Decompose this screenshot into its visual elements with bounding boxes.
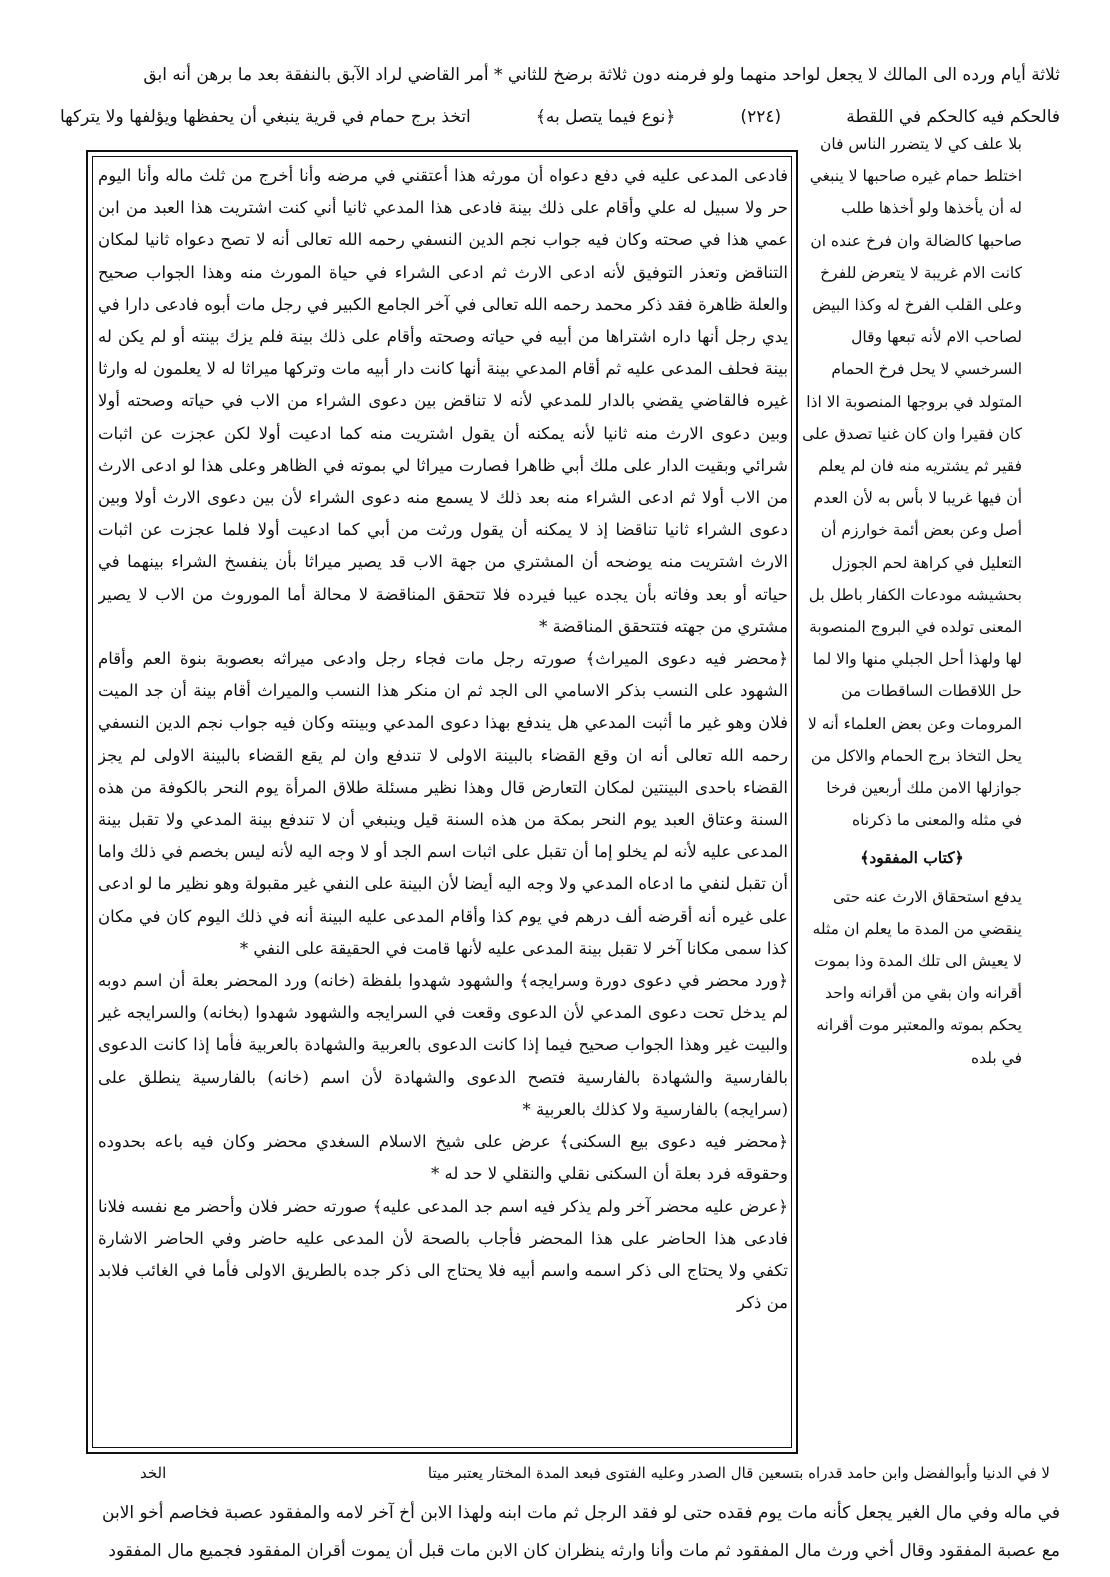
- footer-label-left: الخد: [140, 1464, 167, 1482]
- main-paragraph-5: ﴿عرض عليه محضر آخر ولم يذكر فيه اسم جد المدعى عليه﴾ صورته حضر فلان وأحضر مع نفسه فلانا فادعى هذا الحاضر على هذا المحضر فأجاب بالصحة لأن المدعى عليه حاضر وفي الحاضر الاشارة تكفي ولا يحتاج الى ذكر اسمه واسم أبيه فلا يحتاج الى ذكر جده بالطريق الاولى فأما في الغائب فلابد من ذكر: [98, 1196, 788, 1313]
- header-left-text: فالحكم فيه كالحكم في اللقطة: [846, 107, 1060, 127]
- header-line-1: ثلاثة أيام ورده الى المالك لا يجعل لواحد منهما ولو فرمنه دون ثلاثة برضخ للثاني * أمر القاضي لراد الآبق بالنفقة بعد ما برهن أنه ابق: [143, 65, 1060, 85]
- margin-book-heading: ﴿كتاب المفقود﴾: [860, 848, 964, 868]
- main-paragraph-2: ﴿محضر فيه دعوى الميراث﴾ صورته رجل مات فجاء رجل وادعى ميراثه بعصوبة بنوة العم وأقام الشهود على النسب بذكر الاسامي الى الجد ثم ان منكر هذا النسب والميراث أقام بينة أن جد الميت فلان وهو غير ما أثبت المدعي هل يندفع بهذا دعوى المدعي وبينته وكان فيه جواب نجم الدين النسفي رحمه الله تعالى أنه ان وقع القضاء بالبينة الاولى لا تندفع وان لم يقع القضاء بالبينة الاولى لم يجز القضاء باحدى البينتين لمكان التعارض قال وهذا نظير مسئلة طلاق المرأة يوم النحر بالكوفة من هذه السنة وعتاق العبد يوم النحر بمكة من هذه السنة قيل وينبغي أن لا تندفع بينة المدعي ولا تقبل بينة المدعى عليه لأنه لم يخلو إما أن تقبل على اثبات اسم الجد أو لا وجه اليه لأنه ليس بخصم في ذلك واما أن تقبل لنفي ما ادعاه المدعي ولا وجه اليه أيضا لأن البينة على النفي غير مقبولة وهو نظير ما لو ادعى على غيره أنه أقرضه ألف درهم في يوم كذا وأقام المدعى عليه البينة أنه في ذلك اليوم كان في مكان كذا سمى مكانا آخر لا تقبل بينة المدعى عليه لأنها قامت في الحقيقة على النفي *: [98, 649, 788, 958]
- footer-line-2: مع عصبة المفقود وقال أخي ورث مال المفقود ثم مات وأنا وارثه ينظران كان الابن مات قبل أن يموت أقران المفقود فجميع مال المفقود: [108, 1541, 1060, 1561]
- section-heading: ﴿نوع فيما يتصل به﴾: [535, 107, 676, 127]
- main-paragraph-4: ﴿محضر فيه دعوى بيع السكنى﴾ عرض على شيخ الاسلام السغدي محضر وكان فيه باعه بحدوده وحقوقه فرد بعلة أن السكنى نقلي والنقلي لا حد له *: [98, 1132, 788, 1184]
- header-right-text: اتخذ برج حمام في قرية ينبغي أن يحفظها ويؤلفها ولا يتركها: [60, 107, 471, 127]
- footer-line-1: في ماله وفي مال الغير يجعل كأنه مات يوم فقده حتى لو فقد الرجل ثم مات ابنه ولهذا الابن أخ آخر لامه والمفقود عصبة فخاصم أخو الابن: [102, 1503, 1060, 1523]
- page-number: (٢٢٤): [740, 107, 782, 127]
- main-paragraph-1: فادعى المدعى عليه في دفع دعواه أن مورثه هذا أعتقني في مرضه وأنا أخرج من ثلث ماله وأنا اليوم حر ولا سبيل له علي وأقام على ذلك بينة فادعى هذا المدعي ثانيا أني كنت اشتريت هذا العبد من ابن عمي هذا في صحته وكان فيه جواب نجم الدين النسفي رحمه الله تعالى أنه لا تصح دعواه ثانيا لمكان التناقض وتعذر التوفيق لأنه ادعى الارث ثم ادعى الشراء في حياة المورث منه وهذا الجواب صحيح والعلة ظاهرة فقد ذكر محمد رحمه الله تعالى في آخر الجامع الكبير في رجل مات أبوه فادعى دارا في يدي رجل أنها داره اشتراها من أبيه في حياته وصحته وأقام على ذلك بينة فلم يزك بينته أو لم يكن له بينة فحلف المدعى عليه ثم أقام المدعي بينة أنها كانت دار أبيه مات وتركها ميراثا له لا يعلمون له وارثا غيره فالقاضي يقضي بالدار للمدعي لأنه لا تناقض بين دعوى الشراء من الاب في حياته وصحته أولا وبين دعوى الارث منه ثانيا لأنه يمكنه أن يقول اشتريت منه كما ادعيت أولا لكن عجزت عن اثبات شرائي وبقيت الدار على ملك أبي ظاهرا فصارت ميراثا لي بموته في الظاهر وعلى هذا لو ادعى الارث من الاب أولا ثم ادعى الشراء منه بعد ذلك لا يسمع منه دعوى الشراء لأن بين دعوى الارث أولا وبين دعوى الشراء ثانيا تناقضا إذ لا يمكنه أن يقول ورثت من أبي كما ادعيت أولا فلما عجزت عن اثبات الارث اشتريت منه يوضحه أن المشتري من جهة الاب قد يصير ميراثا بأن ينفسخ الشراء بينهما في حياته أو بعد وفاته بأن يجده عيبا فيرده فلا تتحقق المناقضة لا محالة أما الموروث من الاب لا يصير مشتري من جهته فتتحقق المناقضة *: [98, 166, 788, 636]
- footer-label-right: لا في الدنيا وأبوالفضل وابن حامد قدراه بتسعين قال الصدر وعليه الفتوى فبعد المدة المختار يعتبر ميتا: [427, 1464, 1050, 1482]
- margin-commentary: [802, 128, 1022, 1458]
- margin-text-1: بلا علف كي لا يتضرر الناس فان اختلط حمام غيره صاحبها لا ينبغي له أن يأخذها ولو أخذها طلب صاحبها كالضالة وان فرخ عنده ان كانت الام غريبة لا يتعرض للفرخ وعلى القلب الفرخ له وكذا البيض لصاحب الام لأنه تبعها وقال السرخسي لا يحل فرخ الحمام المتولد في بروجها المنصوبة الا اذا كان فقيرا وان كان غنيا تصدق على فقير ثم يشتريه منه فان لم يعلم أن فيها غريبا لا بأس به لأن العدم أصل وعن بعض أئمة خوارزم أن التعليل في كراهة لحم الجوزل بحشيشه مودعات الكفار باطل بل المعنى تولده في البروج المنصوبة لها ولهذا أحل الجبلي منها والا لما حل اللاقطات الساقطات من المرومات وعن بعض العلماء أنه لا يحل التخاذ برج الحمام والاكل من جوازلها الامن ملك أربعين فرخا في مثله والمعنى ما ذكرناه: [802, 135, 1022, 830]
- main-text-block: [98, 160, 788, 1444]
- main-paragraph-3: ﴿ورد محضر في دعوى دورة وسرايجه﴾ والشهود شهدوا بلفظة (خانه) ورد المحضر بعلة أن اسم دوبه لم يدخل تحت دعوى المدعي لأن الدعوى وقعت في السرايجه والشهود شهدوا (بخانه) والسرايجه غير والبيت غير وهذا الجواب صحيح فيما إذا كانت الدعوى بالعربية والشهادة بالعربية فأما إذا كانت الدعوى بالفارسية والشهادة بالفارسية فتصح الدعوى والشهادة لأن اسم (خانه) بالفارسية ينطلق على (سرايجه) بالفارسية ولا كذلك بالعربية *: [98, 971, 788, 1119]
- margin-text-2: يدفع استحقاق الارث عنه حتى ينقضي من المدة ما يعلم ان مثله لا يعيش الى تلك المدة وذا بموت أقرانه وان بقي من أقرانه واحد يحكم بموته والمعتبر موت أقرانه في بلده: [812, 887, 1022, 1067]
